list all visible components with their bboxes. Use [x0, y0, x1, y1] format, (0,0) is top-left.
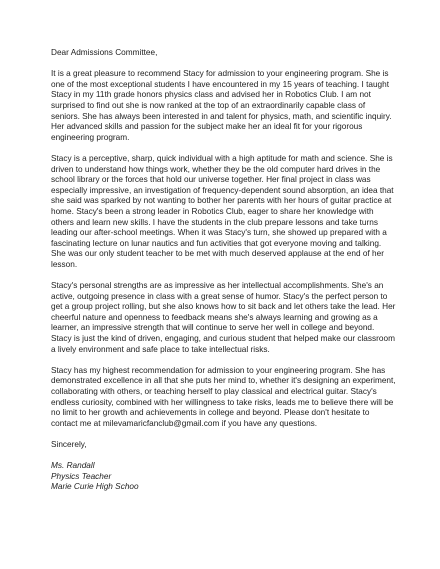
paragraph-academic-strengths: Stacy is a perceptive, sharp, quick individual with a high aptitude for math and science. She is driven to understand how things work, whether they be the old computer hard drives in the school library or the forces that hold our universe together. Her final project in class was especially impressive, an investigation of frequency-dependent sound absorption, an idea that she said was sparked by not wanting to bother her parents with her hours of guitar practice at home. Stacy's been a strong leader in Robotics Club, eager to share her knowledge with others and learn new skills. I have the students in the club prepare lessons and take turns leading our after-school meetings. When it was Stacy's turn, she showed up prepared with a fascinating lecture on lunar nautics and fun activities that got everyone moving and talking. She was our only student teacher to be met with much deserved applause at the end of her lesson.: [51, 153, 394, 269]
closing: Sincerely,: [51, 439, 87, 449]
paragraph-personal-strengths: Stacy's personal strengths are as impressive as her intellectual accomplishments. She's an active, outgoing presence in class with a great sense of humor. Stacy's the perfect person to get a group project rolling, but she also knows how to sit back and let others take the lead. Her cheerful nature and openness to feedback means she's always learning and growing as a learner, an impressive strength that will continue to serve her well in college and beyond. Stacy is just the kind of driven, engaging, and curious student that helped make our classroom a lively environment and safe place to take intellectual risks.: [51, 281, 396, 354]
paragraph-recommendation: Stacy has my highest recommendation for admission to your engineering program. She has demonstrated excellence in all that she puts her mind to, whether it's designing an experiment, collaborating with others, or teaching herself to play classical and electrical guitar. Stacy's endless curiosity, combined with her willingness to take risks, leads me to believe there will be no limit to her growth and achievements in college and beyond. Please don't hesitate to contact me at milevamaricfanclub@gmail.com if you have any questions.: [51, 365, 396, 428]
recommendation-letter: [51, 48, 396, 493]
signature-school: Marie Curie High Schoo: [51, 482, 139, 492]
signature-block: [51, 461, 396, 493]
signature-name: Ms. Randall: [51, 461, 95, 471]
salutation: Dear Admissions Committee,: [51, 48, 158, 57]
signature-title: Physics Teacher: [51, 471, 112, 481]
paragraph-introduction: It is a great pleasure to recommend Stacy for admission to your engineering program. She is one of the most exceptional students I have encountered in my 15 years of teaching. I taught Stacy in my 11th grade honors physics class and advised her in Robotics Club. I am not surprised to find out she is now ranked at the top of an extraordinarily capable class of seniors. She has always been interested in and talent for physics, math, and scientific inquiry. Her advanced skills and passion for the subject make her an ideal fit for your rigorous engineering program.: [51, 69, 392, 142]
